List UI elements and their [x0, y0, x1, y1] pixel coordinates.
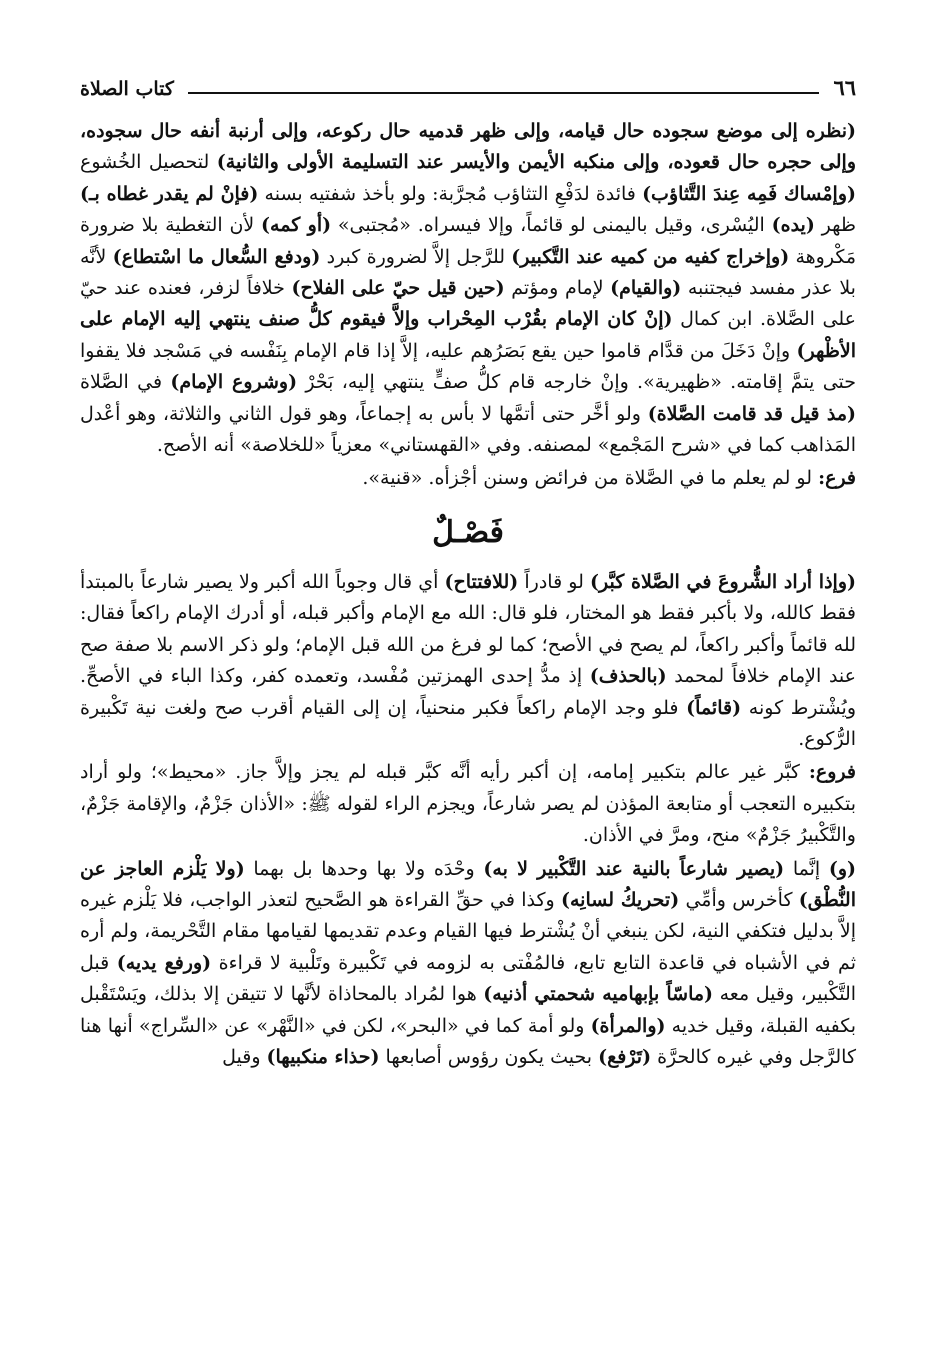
commentary-text: اليُسْرى، وقيل باليمنى لو قائماً، وإلا فيسراه. «مُجتبى»: [331, 214, 772, 237]
commentary-text: قبل التَّكْبير، وقيل معه: [80, 951, 857, 1006]
pre-section-text: [80, 116, 856, 495]
matn-text: (والقيام): [610, 277, 682, 300]
matn-text: (للافتتاح): [444, 570, 519, 593]
commentary-text: هوا لمُراد بالمحاذاة لأنَّها لا تتيقن إلا بذلك، ويَسْتَقْبل بكفيه القبلة، وقيل خديه: [80, 983, 856, 1037]
matn-text: (حين قيل حيّ على الفلاح): [291, 277, 505, 300]
matn-text: (وإخراج كفيه من كميه عند التَّكبير): [511, 245, 790, 268]
commentary-text: إنَّما: [784, 857, 829, 880]
commentary-text: ظهر: [814, 214, 857, 237]
matn-text: (و): [828, 857, 857, 880]
commentary-text: وقيل: [222, 1045, 267, 1068]
commentary-text: لتحصيل الخُشوع: [80, 151, 217, 174]
commentary-text: فلو وجد الإمام راكعاً فكبر منحنياً، إن إلى القيام أقرب صح ولغت نية تَكْبيرة الرُّكوع.: [80, 696, 856, 750]
paragraph: [80, 854, 856, 1074]
commentary-text: لأن التغطية بلا ضرورة مَكْروهة: [80, 214, 857, 268]
matn-text: (وإذا أراد الشُّروعَ في الصَّلاة كبَّر): [590, 570, 856, 593]
page-number: ٦٦: [833, 75, 856, 100]
section-heading: فَصْـلٌ: [432, 514, 504, 550]
paragraph: [80, 463, 856, 494]
matn-text: فرع:: [818, 467, 856, 490]
commentary-text: لو لم يعلم ما في الصَّلاة من فرائض وسنن أجْزأه. «قنية».: [362, 467, 819, 490]
page-body: [80, 116, 856, 1073]
matn-text: (تحريكُ لسانِه): [561, 888, 680, 911]
matn-text: (ماسّاً بإبهاميه شحمتي أذنيه): [483, 983, 714, 1006]
matn-text: (فإنْ لم يقدر غطاه بـ): [80, 182, 259, 205]
commentary-text: في الصَّلاة: [80, 371, 171, 394]
matn-text: (وشروع الإمام): [170, 371, 298, 394]
matn-text: (والمرأة): [590, 1014, 666, 1037]
paragraph: [80, 567, 856, 755]
commentary-text: وإنْ دَخَلَ من قدَّام قاموا حين يقع بَصَرُهم عليه، إلاَّ إذا قام الإمام بِنَفْسه في مَسْجد فلا يقفوا حتى يتمَّ إقامته. «ظهيرية». وإنْ خارجه قام كلُّ صفٍّ ينتهي إليه، بَحْرْ: [80, 339, 857, 394]
matn-text: (إنْ كان الإمام بقُرْب المِحْراب وإلاَّ فيقوم كلُّ صنف ينتهي إليه الإمام على الأظْهر): [80, 308, 856, 362]
commentary-text: وحْدَه ولا بها وحدها بل بهما: [244, 857, 484, 880]
book-page: [80, 72, 856, 1329]
commentary-text: أي قال وجوباً الله أكبر ولا يصير شارعاً بالمبتدأ فقط كالله، ولا بأكبر فقط هو المختار، فلو قال: الله مع الإمام وأكبر قبله، أو أدرك الإمام راكعاً فقال: لله قائماً وأكبر راكعاً، لم يصح في الأصح؛ كما لو فرغ من الله قبل الإمام؛ ولو ذكر الاسم بلا صفة صح عند الإمام خلافاً لمحمد: [80, 570, 856, 688]
commentary-text: فائدة لدَفْعِ التثاؤب مُجرَّبة: ولو بأخذ شفتيه بسنه: [258, 182, 643, 205]
commentary-text: ولو أمة كما في «البحر»، لكن في «النَّهْر» عن «السِّراج» أنها هنا كالرَّجل وفي غيره كالحرَّة: [80, 1014, 856, 1068]
commentary-text: للرَّجل إلاَّ لضرورة كبرد: [320, 245, 512, 268]
commentary-text: لإمام ومؤتم: [504, 277, 611, 300]
commentary-text: إذ مدُّ إحدى الهمزتين مُفْسد، وتعمده كفر، وكذا الباء في الأصحِّ. ويُشْترط كونه: [80, 665, 856, 719]
running-header: [80, 72, 856, 100]
matn-text: (وإمْساك فَمِه عِندَ التَّثاؤب): [642, 182, 856, 205]
commentary-text: وكذا في حقِّ القراءة هو الصَّحيح لتعذر الواجب، فلا يَلْزم غيره إلاَّ بدليل فتكفي النية، لكن ينبغي أنْ يُشْترط فيها القيام وعدم تقديمها لقيامها مقام التَّحْريمة، ولم أره ثم في الأشباه في قاعدة التابع تابع، فالمُفْتى به لزومه في تَكْبيرة وتَلْبية لا قراءة: [80, 888, 856, 974]
paragraph: [80, 116, 856, 461]
book-title: كتاب الصلاة: [80, 78, 174, 100]
commentary-text: لأنَّه بلا عذر مفسد فيجتنبه: [80, 245, 856, 300]
commentary-text: لو قادراً: [518, 570, 591, 593]
commentary-text: كبَّر غير عالم بتكبير إمامه، إن أكبر رأيه أنَّه كبَّر قبله لم يجز وإلاَّ جاز. «محيط»؛ ولو أراد بتكبيره التعجب أو متابعة المؤذن لم يصر شارعاً، ويجزم الراء لقوله ﷺ: «الأذان جَزْمٌ، والإقامة جَزْمٌ، والتَّكْبيرُ جَزْمٌ» منح، ومرَّ في الأذان.: [80, 761, 856, 847]
matn-text: (يده): [771, 214, 815, 237]
matn-text: (أو كمه): [261, 214, 332, 237]
matn-text: (يصير شارعاً بالنية عند التَّكْبير لا به): [483, 857, 785, 880]
header-rule: [188, 92, 820, 94]
commentary-text: ولو أخَّر حتى أتمَّها لا بأس به إجماعاً، وهو قول الثاني والثلاثة، وهو أعْدل المَذاهب كما في «شرح المَجْمع» لمصنفه. وفي «القهستاني» معزياً «للخلاصة» أنه الأصح.: [80, 402, 856, 457]
matn-text: (ودفع السُّعال ما اسْتطاع): [112, 245, 321, 268]
matn-text: (حذاء منكبيها): [266, 1045, 380, 1068]
matn-text: (بالحذف): [589, 665, 667, 688]
matn-text: (نظره إلى موضع سجوده حال قيامه، وإلى ظهر قدميه حال ركوعه، وإلى أرنبة أنفه حال سجوده، وإلى حجره حال قعوده، وإلى منكبه الأيمن والأيسر عند التسليمة الأولى والثانية): [80, 120, 857, 174]
matn-text: (تَرْفع): [598, 1045, 652, 1068]
paragraph: [80, 757, 856, 851]
matn-text: (ورفع يديه): [116, 951, 212, 974]
matn-text: فروع:: [808, 761, 856, 784]
section-text: [80, 567, 856, 1074]
commentary-text: بحيث يكون رؤوس أصابعها: [379, 1045, 599, 1068]
matn-text: (ولا يَلْزم العاجز عن النُّطْق): [80, 857, 857, 911]
commentary-text: خلافاً لزفر، فعنده عند حيّ على الصَّلاة. ابن كمال: [80, 277, 856, 331]
commentary-text: كأخرس وأمِّي: [679, 888, 799, 911]
matn-text: (مذ قيل قد قامت الصَّلاة): [647, 402, 856, 425]
matn-text: (قائماً): [686, 696, 742, 719]
